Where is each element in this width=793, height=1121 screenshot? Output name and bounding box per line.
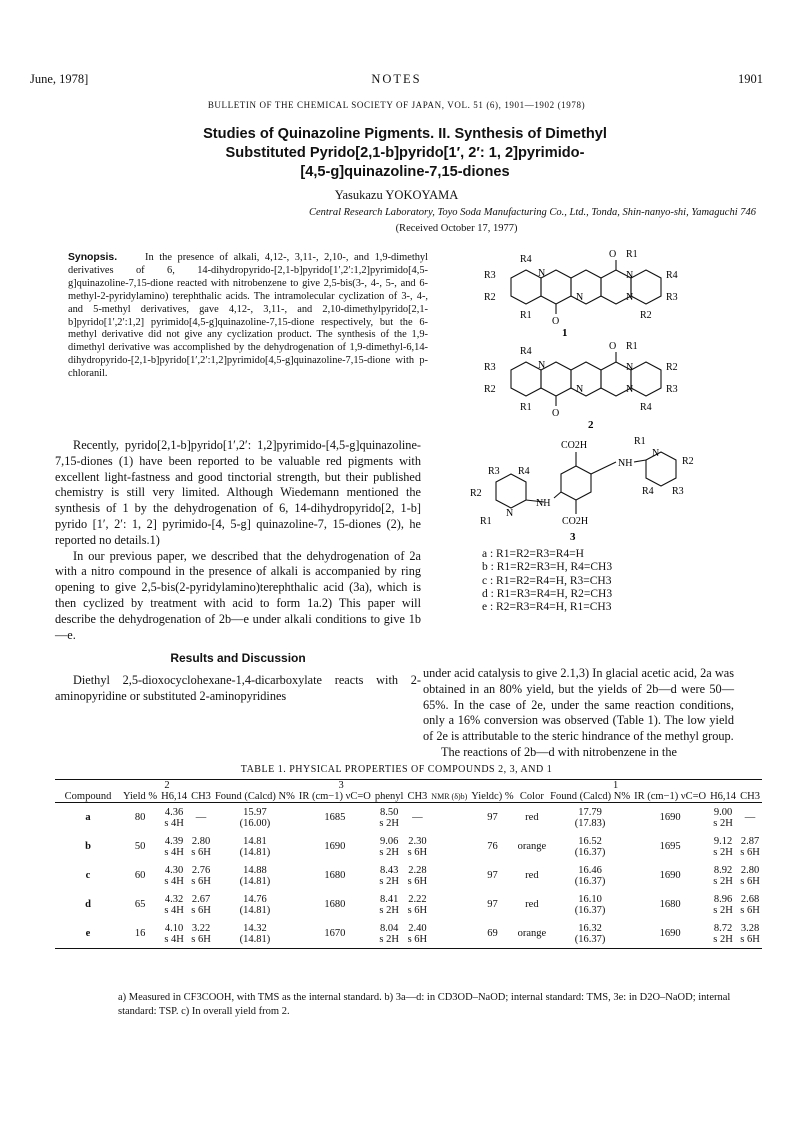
cell-value: s 4H xyxy=(164,817,184,829)
structure-1-diagram xyxy=(476,248,716,340)
cell-value: (16.37) xyxy=(574,904,606,916)
r3-label: R3 xyxy=(484,362,496,373)
cell-value: 8.72 xyxy=(713,922,733,934)
table-cell xyxy=(738,832,762,861)
r1-label: R1 xyxy=(520,402,532,413)
col-header: IR (cm−1) νC=O xyxy=(297,791,373,803)
table-cell xyxy=(429,919,469,949)
table-cell xyxy=(55,890,121,919)
structure-number: 1 xyxy=(562,327,568,339)
col-header: CH3 xyxy=(191,791,211,802)
cell-value: s 6H xyxy=(740,846,760,858)
r2-label: R2 xyxy=(484,384,496,395)
cell-value: (14.81) xyxy=(239,933,271,945)
cell-value: s 4H xyxy=(164,933,184,945)
legend-item: b : R1=R2=R3=H, R4=CH3 xyxy=(482,561,613,574)
cell-value: 60 xyxy=(134,870,146,881)
cell-value: s 6H xyxy=(407,875,428,887)
n-atom: N xyxy=(576,384,584,395)
r2-label: R2 xyxy=(640,310,652,321)
nh-label: NH xyxy=(618,458,633,469)
cell-value: s 2H xyxy=(379,933,399,945)
table-cell xyxy=(516,919,549,949)
table-cell xyxy=(516,803,549,833)
table-cell xyxy=(159,861,189,890)
r3-label: R3 xyxy=(666,384,678,395)
cell-value: (16.37) xyxy=(574,846,606,858)
cell-value: 9.12 xyxy=(713,835,733,847)
r2-label: R2 xyxy=(484,292,496,303)
table-cell xyxy=(121,890,159,919)
r4-label: R4 xyxy=(520,346,532,357)
cell-value: 97 xyxy=(487,812,498,823)
n-atom: N xyxy=(626,270,634,281)
table-cell xyxy=(213,803,297,833)
table-row xyxy=(55,861,762,890)
col-header: Yield % xyxy=(123,791,158,802)
table-cell xyxy=(548,919,632,949)
cell-value: (16.37) xyxy=(574,933,606,945)
table-cell xyxy=(632,890,708,919)
table-cell xyxy=(632,919,708,949)
co2h-label: CO2H xyxy=(561,440,588,451)
r1-label: R1 xyxy=(634,436,646,447)
r1-label: R1 xyxy=(626,341,638,352)
table-cell xyxy=(297,861,373,890)
table-cell xyxy=(405,890,429,919)
cell-value: 4.39 xyxy=(164,835,184,847)
table-cell xyxy=(708,890,738,919)
table-cell xyxy=(55,861,121,890)
cell-value: (14.81) xyxy=(239,875,271,887)
table-cell xyxy=(429,861,469,890)
cell-value: s 2H xyxy=(713,817,733,829)
col-header: phenyl xyxy=(374,791,404,802)
cell-value: 3.28 xyxy=(740,922,760,934)
n-atom: N xyxy=(652,448,660,459)
col-header: Found (Calcd) N% xyxy=(213,791,297,803)
received-date: (Received October 17, 1977) xyxy=(395,223,518,234)
r3-label: R3 xyxy=(672,486,684,497)
cell-value: s 6H xyxy=(191,875,211,887)
cell-value: 2.68 xyxy=(740,893,760,905)
cell-value: s 6H xyxy=(740,933,760,945)
o-atom: O xyxy=(552,408,560,419)
author: Yasukazu YOKOYAMA xyxy=(334,188,459,202)
cell-value: — xyxy=(744,812,756,823)
page-number: 1901 xyxy=(738,72,763,86)
synopsis-label: Synopsis. xyxy=(68,252,118,263)
structure-number: 3 xyxy=(570,531,576,543)
n-atom: N xyxy=(538,268,546,279)
r4-label: R4 xyxy=(518,466,530,477)
cell-value: b xyxy=(85,841,91,852)
table-cell xyxy=(516,890,549,919)
table-cell xyxy=(121,861,159,890)
n-atom: N xyxy=(626,292,634,303)
table-cell xyxy=(213,832,297,861)
cell-value: s 6H xyxy=(191,933,211,945)
legend-item: d : R1=R3=R4=H, R2=CH3 xyxy=(482,587,613,600)
r2-label: R2 xyxy=(666,362,678,373)
table-row xyxy=(55,803,762,833)
table-footnotes: a) Measured in CF3COOH, with TMS as the internal standard. b) 3a—d: in CD3OD–NaOD; internal standard: TMS, 3e: in D2O–NaOD; internal standard: TSP. c) In overall yield from 2. xyxy=(118,992,731,1017)
cell-value: 4.10 xyxy=(164,922,184,934)
table-cell xyxy=(213,861,297,890)
cell-value: 2.87 xyxy=(740,835,760,847)
table-caption: TABLE 1. PHYSICAL PROPERTIES OF COMPOUNDS 2, 3, AND 1 xyxy=(240,764,553,775)
cell-value: e xyxy=(85,928,91,939)
cell-value: 16.32 xyxy=(578,922,602,934)
title-line: Substituted Pyrido[2,1-b]pyrido[1′, 2′: 1, 2]pyrimido- xyxy=(225,145,585,161)
running-header-section: NOTES xyxy=(371,72,422,86)
cell-value: s 4H xyxy=(164,875,184,887)
table-cell xyxy=(469,919,515,949)
table-cell xyxy=(429,803,469,833)
r3-label: R3 xyxy=(666,292,678,303)
table-row xyxy=(55,890,762,919)
table-cell xyxy=(55,919,121,949)
paragraph: under acid catalysis to give 2.1,3) In glacial acetic acid, 2a was obtained in an 80% yield, but the yields of 2b—d were 50—65%. In the case of 2e, under the same reaction conditions, only a 16% conversion was observed (Table 1). The low yield of 2e is attributable to the steric hindrance of the methyl group. xyxy=(423,666,734,744)
cell-value: 2.30 xyxy=(408,835,427,847)
cell-value: 50 xyxy=(134,841,146,852)
r3-label: R3 xyxy=(484,270,496,281)
properties-table xyxy=(55,779,762,949)
cell-value: (16.00) xyxy=(239,817,271,829)
body-left-column xyxy=(55,438,421,705)
table-cell xyxy=(469,861,515,890)
table-cell xyxy=(189,803,213,833)
table-cell xyxy=(121,803,159,833)
table-cell xyxy=(548,861,632,890)
legend-item: e : R2=R3=R4=H, R1=CH3 xyxy=(482,601,612,614)
cell-value: 2.76 xyxy=(191,864,211,876)
cell-value: 76 xyxy=(487,841,498,852)
cell-value: 97 xyxy=(487,870,498,881)
cell-value: 65 xyxy=(134,899,146,910)
substituent-legend xyxy=(482,548,612,614)
table-cell xyxy=(469,832,515,861)
r2-label: R2 xyxy=(470,488,482,499)
cell-value: 16.46 xyxy=(578,864,602,876)
cell-value: 15.97 xyxy=(243,806,267,818)
r4-label: R4 xyxy=(666,270,678,281)
r4-label: R4 xyxy=(640,402,652,413)
cell-value: — xyxy=(195,812,207,823)
cell-value: orange xyxy=(517,841,547,852)
cell-value: red xyxy=(525,870,539,881)
table-cell xyxy=(708,832,738,861)
section-heading: Results and Discussion xyxy=(170,651,306,666)
table-cell xyxy=(469,803,515,833)
cell-value: s 2H xyxy=(713,846,733,858)
col-header: IR (cm−1) νC=O xyxy=(632,791,708,803)
cell-value: s 2H xyxy=(379,904,399,916)
synopsis-text: In the presence of alkali, 4,12-, 3,11-, 2,10-, and 1,9-dimethyl derivatives of 6, 14-dihydropyrido-[2,1-b]pyrido[1′,2′:1,2]pyrimido[4,5-g]quinazoline-7,15-dione reacted with nitrobenzene to give 2,5-bis(3-, 4-, 5-, and 6-methyl-2-pyridylamino) terephthalic acids. The intramolecular cyclization of 3-, 4-, and 5-methyl derivatives, gave 4,12-, 3,11-, and 2,10-dimethylpyrido[2,1-b]pyrido[1′,2′:1,2] pyrimido[4,5-g]quinazoline-7,15-dione respectively, but the 6-methyl derivative did not give any cyclization product. The synthesis of the 1,9-dimethyl derivative was accomplished by the dehydrogenation of 1,9-dimethyl-6,14-dihydropyrido-[2,1-b]pyrido[1′,2′:1,2]pyrimido[4,5-g]quinazoline-7,15-dione with p-chloranil. xyxy=(68,252,428,380)
table-cell xyxy=(373,832,406,861)
group-header: 1 xyxy=(469,780,762,792)
cell-value: 4.30 xyxy=(164,864,184,876)
table-cell xyxy=(708,861,738,890)
n-atom: N xyxy=(506,508,514,519)
article-title xyxy=(60,125,750,182)
co2h-label: CO2H xyxy=(562,516,589,527)
table-cell xyxy=(429,832,469,861)
table-cell xyxy=(548,832,632,861)
cell-value: 14.76 xyxy=(243,893,267,905)
journal-citation: BULLETIN OF THE CHEMICAL SOCIETY OF JAPAN, VOL. 51 (6), 1901—1902 (1978) xyxy=(207,100,586,110)
table-row xyxy=(55,832,762,861)
cell-value: s 6H xyxy=(407,933,428,945)
cell-value: s 4H xyxy=(164,904,184,916)
r1-label: R1 xyxy=(626,249,638,260)
cell-value: s 6H xyxy=(191,904,211,916)
cell-value: 1685 xyxy=(324,812,346,823)
col-header: CH3 xyxy=(738,791,762,803)
o-atom: O xyxy=(609,249,617,260)
table-cell xyxy=(548,890,632,919)
paragraph: Diethyl 2,5-dioxocyclohexane-1,4-dicarboxylate reacts with 2-aminopyridine or substituted 2-aminopyridines xyxy=(55,673,421,703)
cell-value: 2.22 xyxy=(408,893,427,905)
cell-value: 1690 xyxy=(659,870,681,881)
cell-value: s 2H xyxy=(379,817,399,829)
cell-value: 1680 xyxy=(324,899,346,910)
cell-value: (16.37) xyxy=(574,875,606,887)
structure-2-diagram xyxy=(476,340,716,432)
table-cell xyxy=(55,803,121,833)
cell-value: 1680 xyxy=(659,899,681,910)
legend-item: c : R1=R2=R4=H, R3=CH3 xyxy=(482,574,612,587)
synopsis xyxy=(68,252,428,381)
cell-value: 8.96 xyxy=(713,893,733,905)
table-cell xyxy=(469,890,515,919)
cell-value: orange xyxy=(517,928,547,939)
table-cell xyxy=(373,890,406,919)
cell-value: c xyxy=(85,870,91,881)
col-header: H6,14 xyxy=(710,791,737,802)
cell-value: s 6H xyxy=(407,904,428,916)
nh-label: NH xyxy=(536,498,551,509)
table-cell xyxy=(373,803,406,833)
table-cell xyxy=(213,890,297,919)
cell-value: 14.81 xyxy=(243,835,267,847)
paragraph: The reactions of 2b—d with nitrobenzene in the xyxy=(441,744,677,759)
title-line: Studies of Quinazoline Pigments. II. Synthesis of Dimethyl xyxy=(203,126,607,142)
cell-value: 3.22 xyxy=(191,922,211,934)
cell-value: s 2H xyxy=(379,875,399,887)
table-row xyxy=(55,919,762,949)
col-header: NMR (δ)b) xyxy=(431,792,468,801)
running-header-date: June, 1978] xyxy=(30,72,89,86)
col-header: H6,14 xyxy=(161,791,188,802)
cell-value: 8.04 xyxy=(379,922,399,934)
r1-label: R1 xyxy=(520,310,532,321)
table-cell xyxy=(632,803,708,833)
table-cell xyxy=(213,919,297,949)
table-cell xyxy=(708,803,738,833)
table-cell xyxy=(738,890,762,919)
cell-value: — xyxy=(412,812,423,823)
cell-value: 2.80 xyxy=(191,835,211,847)
cell-value: s 2H xyxy=(713,933,733,945)
group-header: 2 xyxy=(121,780,213,792)
cell-value: 4.36 xyxy=(164,806,184,818)
structure-3-diagram xyxy=(466,432,716,544)
cell-value: 17.79 xyxy=(578,806,602,818)
cell-value: 8.41 xyxy=(379,893,399,905)
r4-label: R4 xyxy=(642,486,654,497)
table-cell xyxy=(738,861,762,890)
cell-value: s 6H xyxy=(191,846,211,858)
cell-value: 16 xyxy=(134,928,146,939)
cell-value: a xyxy=(85,812,91,823)
col-header: Found (Calcd) N% xyxy=(548,791,632,803)
cell-value: 1690 xyxy=(324,841,346,852)
n-atom: N xyxy=(626,362,634,373)
cell-value: (17.83) xyxy=(574,817,606,829)
table-cell xyxy=(189,890,213,919)
table-cell xyxy=(708,919,738,949)
cell-value: 69 xyxy=(487,928,498,939)
cell-value: (14.81) xyxy=(239,904,271,916)
body-right-column xyxy=(423,666,734,761)
table-cell xyxy=(159,890,189,919)
cell-value: s 6H xyxy=(740,875,760,887)
n-atom: N xyxy=(626,384,634,395)
o-atom: O xyxy=(552,316,560,327)
table-cell xyxy=(405,861,429,890)
table-cell xyxy=(738,803,762,833)
col-header: Yieldc) % xyxy=(471,791,514,802)
cell-value: 97 xyxy=(487,899,498,910)
table-cell xyxy=(632,861,708,890)
cell-value: s 2H xyxy=(713,875,733,887)
table-cell xyxy=(159,919,189,949)
paragraph: In our previous paper, we described that the dehydrogenation of 2a with a nitro compound in the presence of alkali is accompanied by ring opening to give 2,5-bis(2-pyridylamino)terephthalic acid (3a), which is then cyclized by treatment with acid to form 1a.2) This paper will describe the dehydrogenation of 2b—e under alkali conditions to give 1b—e. xyxy=(55,548,421,642)
cell-value: s 2H xyxy=(379,846,399,858)
o-atom: O xyxy=(609,341,617,352)
legend-item: a : R1=R2=R3=R4=H xyxy=(482,548,584,560)
cell-value: 9.00 xyxy=(713,806,733,818)
table-cell xyxy=(405,832,429,861)
table-cell xyxy=(55,832,121,861)
cell-value: 1680 xyxy=(324,870,346,881)
cell-value: 16.10 xyxy=(578,893,602,905)
table-cell xyxy=(297,803,373,833)
cell-value: 1690 xyxy=(659,928,681,939)
table-cell xyxy=(405,803,429,833)
cell-value: 8.43 xyxy=(379,864,399,876)
table-cell xyxy=(189,861,213,890)
r2-label: R2 xyxy=(682,456,694,467)
col-header: Color xyxy=(516,791,549,803)
r4-label: R4 xyxy=(520,254,532,265)
n-atom: N xyxy=(538,360,546,371)
table-cell xyxy=(632,832,708,861)
group-header: 3 xyxy=(213,780,469,792)
cell-value: s 6H xyxy=(407,846,428,858)
table-cell xyxy=(429,890,469,919)
table-cell xyxy=(516,832,549,861)
cell-value: 4.32 xyxy=(164,893,184,905)
table-cell xyxy=(297,919,373,949)
table-cell xyxy=(121,832,159,861)
table-cell xyxy=(159,803,189,833)
col-header: Compound xyxy=(55,791,121,803)
table-cell xyxy=(189,919,213,949)
table-cell xyxy=(405,919,429,949)
paragraph: Recently, pyrido[2,1-b]pyrido[1′,2′: 1,2]pyrimido-[4,5-g]quinazoline-7,15-diones (1) have been reported to be valuable red pigments with excellent light-fastness and good tinctorial strength, but their published chemistry is still very limited. Although Wiedemann mentioned the synthesis of 1 by the dehydrogenation of 6, 14-dihydropyrido[2, 1-b] pyrido [1′, 2′: 1, 2] pyrimido-[4, 5-g] quinazoline-7, 15-diones (2), he reported no details.1) xyxy=(55,438,421,547)
cell-value: s 4H xyxy=(164,846,184,858)
table-cell xyxy=(159,832,189,861)
title-line: [4,5-g]quinazoline-7,15-diones xyxy=(300,164,510,180)
cell-value: red xyxy=(525,899,539,910)
cell-value: (14.81) xyxy=(239,846,271,858)
cell-value: 1690 xyxy=(659,812,681,823)
table-cell xyxy=(516,861,549,890)
cell-value: 16.52 xyxy=(578,835,602,847)
cell-value: 1695 xyxy=(659,841,681,852)
table-cell xyxy=(373,919,406,949)
table-cell xyxy=(297,890,373,919)
cell-value: red xyxy=(525,812,539,823)
cell-value: 2.67 xyxy=(191,893,211,905)
table-cell xyxy=(373,861,406,890)
table-cell xyxy=(297,832,373,861)
cell-value: 80 xyxy=(134,812,146,823)
table-cell xyxy=(121,919,159,949)
table-cell xyxy=(189,832,213,861)
cell-value: 14.88 xyxy=(243,864,267,876)
r3-label: R3 xyxy=(488,466,500,477)
table-cell xyxy=(548,803,632,833)
table-cell xyxy=(738,919,762,949)
r1-label: R1 xyxy=(480,516,492,527)
structure-number: 2 xyxy=(588,419,594,431)
affiliation: Central Research Laboratory, Toyo Soda Manufacturing Co., Ltd., Tonda, Shin-nanyo-shi, Yamaguchi 746 xyxy=(308,207,756,218)
cell-value: 8.92 xyxy=(713,864,733,876)
cell-value: 2.40 xyxy=(408,922,427,934)
cell-value: 2.28 xyxy=(408,864,427,876)
n-atom: N xyxy=(576,292,584,303)
cell-value: 8.50 xyxy=(379,806,399,818)
cell-value: 14.32 xyxy=(243,922,267,934)
cell-value: s 6H xyxy=(740,904,760,916)
cell-value: d xyxy=(85,899,91,910)
cell-value: 1670 xyxy=(324,928,346,939)
cell-value: s 2H xyxy=(713,904,733,916)
col-header: CH3 xyxy=(407,791,428,802)
cell-value: 2.80 xyxy=(740,864,760,876)
cell-value: 9.06 xyxy=(379,835,399,847)
